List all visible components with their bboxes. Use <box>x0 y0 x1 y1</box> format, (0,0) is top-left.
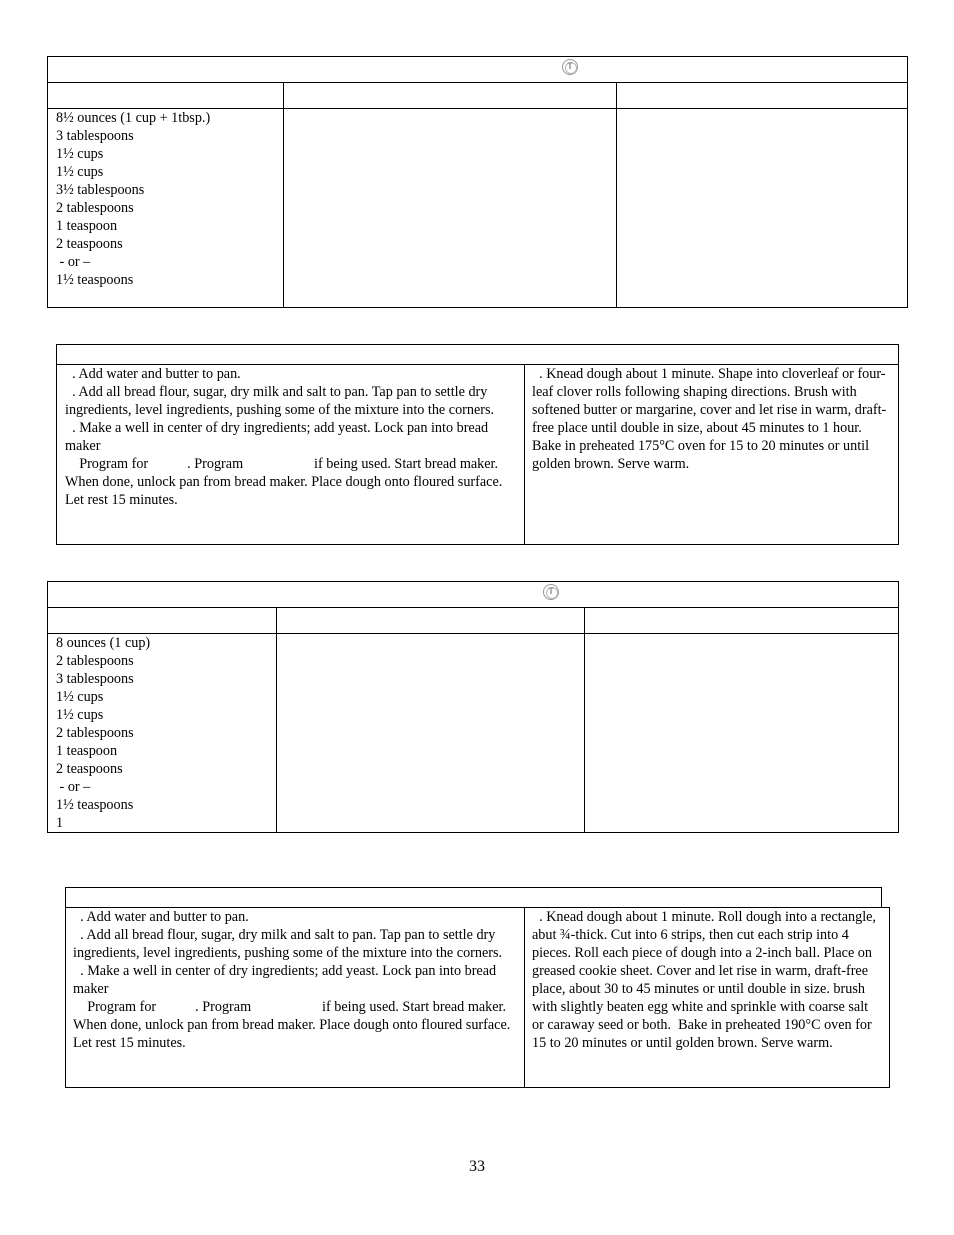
ingredient-amount: 2 tablespoons <box>56 725 134 741</box>
ingredient-amount: 8 ounces (1 cup) <box>56 635 151 651</box>
ingredient-amount: 1½ teaspoons <box>56 797 134 813</box>
timer-icon <box>543 584 559 600</box>
ingredient-amount: 1 teaspoon <box>56 743 118 759</box>
ingredient-amount: 1½ cups <box>56 164 104 180</box>
ingredient-amount: - or – <box>56 779 91 795</box>
timer-icon-letter: T <box>548 586 554 596</box>
table-divider <box>276 607 277 832</box>
ingredient-amount: 2 tablespoons <box>56 653 134 669</box>
ingredient-amount: 1 teaspoon <box>56 218 118 234</box>
ingredient-amount: 3 tablespoons <box>56 671 134 687</box>
ingredient-amount: 1½ teaspoons <box>56 272 134 288</box>
page-number: 33 <box>469 1158 485 1175</box>
table-divider <box>47 607 899 608</box>
ingredient-amount: 1½ cups <box>56 689 104 705</box>
ingredient-amount: 8½ ounces (1 cup + 1tbsp.) <box>56 110 211 126</box>
table-divider <box>524 364 525 544</box>
ingredient-amount: 2 tablespoons <box>56 200 134 216</box>
table-divider <box>584 607 585 832</box>
recipe2-steps-left: . Add water and butter to pan. . Add all bread flour, sugar, dry milk and salt to pan. Tap pan to settle dry ingredients, level ingredients, pushing some of the mixture into the corners. . Make a well in center of dry ingredients; add yeast. Lock pan into bread maker Program for . Program if being used. Start bread maker. When done, unlock pan from bread maker. Place dough onto floured surface. Let rest 15 minutes. <box>73 909 511 1051</box>
ingredient-amount: 2 teaspoons <box>56 761 123 777</box>
timer-icon <box>562 59 578 75</box>
table-divider <box>524 907 525 1087</box>
table-divider <box>616 82 617 307</box>
recipe1-steps-left: . Add water and butter to pan. . Add all bread flour, sugar, dry milk and salt to pan. Tap pan to settle dry ingredients, level ingredients, pushing some of the mixture into the corners. . Make a well in center of dry ingredients; add yeast. Lock pan into bread maker Program for . Program if being used. Start bread maker. When done, unlock pan from bread maker. Place dough onto floured surface. Let rest 15 minutes. <box>65 366 503 508</box>
ingredient-amount: - or – <box>56 254 91 270</box>
ingredient-amount: 2 teaspoons <box>56 236 123 252</box>
ingredient-amount: 1 <box>56 815 64 831</box>
recipe1-steps-right: . Knead dough about 1 minute. Shape into cloverleaf or four-leaf clover rolls following shaping directions. Brush with softened butter or margarine, cover and let rise in warm, draft-free place until double in size, about 45 minutes to 1 hour. Bake in preheated 175°C oven for 15 to 20 minutes or until golden brown. Serve warm. <box>532 366 887 472</box>
recipe2-ingredient-amounts <box>56 634 274 832</box>
ingredient-amount: 3½ tablespoons <box>56 182 145 198</box>
table-divider <box>47 82 908 83</box>
ingredient-amount: 3 tablespoons <box>56 128 134 144</box>
ingredient-amount: 1½ cups <box>56 146 104 162</box>
recipe2-steps-right: . Knead dough about 1 minute. Roll dough into a rectangle, abut ¾-thick. Cut into 6 strips, then cut each strip into 4 pieces. Roll each piece of dough into a 2-inch ball. Place on greased cookie sheet. Cover and let rise in warm, draft-free place, about 30 to 45 minutes or until double in size. brush with slightly beaten egg white and sprinkle with coarse salt or caraway seed or both. Bake in preheated 190°C oven for 15 to 20 minutes or until golden brown. Serve warm. <box>532 909 880 1051</box>
timer-icon-letter: T <box>567 61 573 71</box>
table-divider <box>283 82 284 307</box>
recipe2-instructions-header <box>65 887 882 908</box>
ingredient-amount: 1½ cups <box>56 707 104 723</box>
recipe1-ingredient-amounts <box>56 109 281 289</box>
